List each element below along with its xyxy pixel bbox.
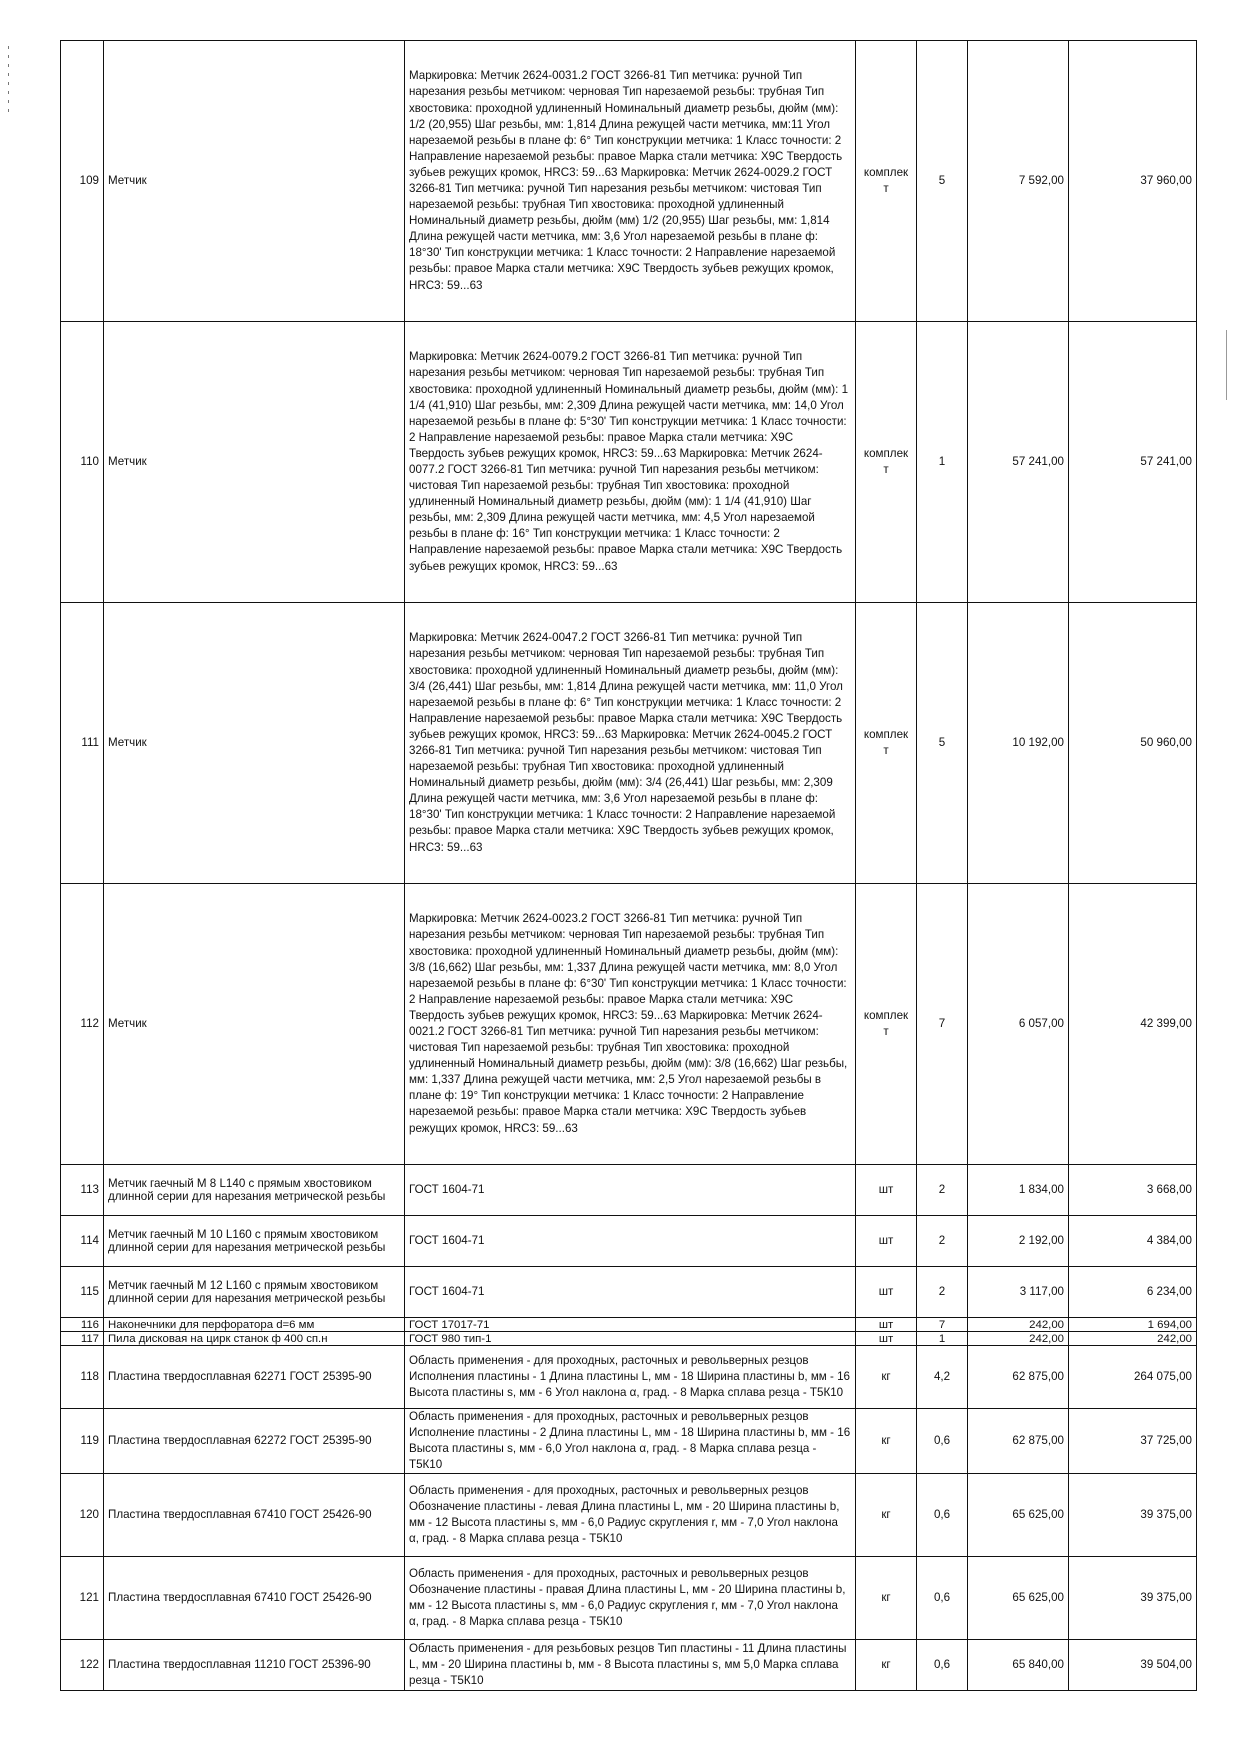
row-number: 109 <box>61 41 104 322</box>
item-price: 6 057,00 <box>968 884 1069 1165</box>
item-description: Область применения - для проходных, расточных и револьверных резцов Обозначение пластины - правая Длина пластины L, мм - 20 Ширина пластины b, мм - 12 Высота пластины s, мм - 6,0 Радиус скругления r, мм - 7,0 Угол наклона α, град. - 8 Марка сплава резца - Т5К10 <box>405 1557 856 1640</box>
item-description: Маркировка: Метчик 2624-0031.2 ГОСТ 3266-81 Тип метчика: ручной Тип нарезания резьбы метчиком: черновая Тип нарезаемой резьбы: трубная Тип хвостовика: проходной удлиненный Номинальный диаметр резьбы, дюйм (мм): 1/2 (20,955) Шаг резьбы, мм: 1,814 Длина режущей части метчика, мм:11 Угол нарезаемой резьбы в плане ф: 6° Тип конструкции метчика: 1 Класс точности: 2 Направление нарезаемой резьбы: правое Марка стали метчика: Х9С Твердость зубьев режущих кромок, HRC3: 59...63 Маркировка: Метчик 2624-0029.2 ГОСТ 3266-81 Тип метчика: ручной Тип нарезания резьбы метчиком: чистовая Тип нарезаемой резьбы: трубная Тип хвостовика: проходной удлиненный Номинальный диаметр резьбы, дюйм (мм) 1/2 (20,955) Шаг резьбы, мм: 1,814 Длина режущей части метчика, мм: 3,6 Угол нарезаемой резьбы в плане ф: 18°30' Тип конструкции метчика: 1 Класс точности: 2 Направление нарезаемой резьбы: правое Марка стали метчика: Х9С Твердость зубьев режущих кромок, HRC3: 59...63 <box>405 41 856 322</box>
item-price: 7 592,00 <box>968 41 1069 322</box>
item-description: ГОСТ 1604-71 <box>405 1165 856 1216</box>
item-name: Наконечники для перфоратора d=6 мм <box>104 1318 405 1332</box>
item-name: Пила дисковая на цирк станок ф 400 сп.н <box>104 1332 405 1346</box>
item-quantity: 7 <box>917 884 968 1165</box>
item-quantity: 0,6 <box>917 1474 968 1557</box>
item-quantity: 0,6 <box>917 1409 968 1474</box>
item-description: ГОСТ 1604-71 <box>405 1267 856 1318</box>
item-name: Метчик <box>104 322 405 603</box>
row-number: 115 <box>61 1267 104 1318</box>
item-unit: кг <box>856 1409 917 1474</box>
item-total: 242,00 <box>1069 1332 1197 1346</box>
item-quantity: 2 <box>917 1216 968 1267</box>
item-quantity: 4,2 <box>917 1346 968 1409</box>
item-price: 1 834,00 <box>968 1165 1069 1216</box>
item-total: 3 668,00 <box>1069 1165 1197 1216</box>
row-number: 116 <box>61 1318 104 1332</box>
item-description: ГОСТ 17017-71 <box>405 1318 856 1332</box>
item-description: Маркировка: Метчик 2624-0079.2 ГОСТ 3266-81 Тип метчика: ручной Тип нарезания резьбы метчиком: черновая Тип нарезаемой резьбы: трубная Тип хвостовика: проходной удлиненный Номинальный диаметр резьбы, дюйм (мм): 1 1/4 (41,910) Шаг резьбы, мм: 2,309 Длина режущей части метчика, мм: 14,0 Угол нарезаемой резьбы в плане ф: 5°30' Тип конструкции метчика: 1 Класс точности: 2 Направление нарезаемой резьбы: правое Марка стали метчика: Х9С Твердость зубьев режущих кромок, HRC3: 59...63 Маркировка: Метчик 2624-0077.2 ГОСТ 3266-81 Тип метчика: ручной Тип нарезания резьбы метчиком: чистовая Тип нарезаемой резьбы: трубная Тип хвостовика: проходной удлиненный Номинальный диаметр резьбы, дюйм (мм): 1 1/4 (41,910) Шаг резьбы, мм: 2,309 Длина режущей части метчика, мм: 4,5 Угол нарезаемой резьбы в плане ф: 16° Тип конструкции метчика: 1 Класс точности: 2 Направление нарезаемой резьбы: правое Марка стали метчика: Х9С Твердость зубьев режущих кромок, HRC3: 59...63 <box>405 322 856 603</box>
item-description: Область применения - для проходных, расточных и револьверных резцов Исполнения пластины - 1 Длина пластины L, мм - 18 Ширина пластины b, мм - 16 Высота пластины s, мм - 6 Угол наклона α, град. - 8 Марка сплава резца - Т5К10 <box>405 1346 856 1409</box>
item-price: 57 241,00 <box>968 322 1069 603</box>
item-name: Пластина твердосплавная 11210 ГОСТ 25396-90 <box>104 1640 405 1691</box>
item-unit: шт <box>856 1165 917 1216</box>
item-description: ГОСТ 1604-71 <box>405 1216 856 1267</box>
table-row <box>61 322 1197 603</box>
item-unit: комплек т <box>856 603 917 884</box>
row-number: 118 <box>61 1346 104 1409</box>
item-quantity: 0,6 <box>917 1640 968 1691</box>
item-total: 39 375,00 <box>1069 1474 1197 1557</box>
item-total: 39 504,00 <box>1069 1640 1197 1691</box>
item-price: 242,00 <box>968 1318 1069 1332</box>
row-number: 121 <box>61 1557 104 1640</box>
row-number: 114 <box>61 1216 104 1267</box>
item-quantity: 0,6 <box>917 1557 968 1640</box>
item-total: 264 075,00 <box>1069 1346 1197 1409</box>
item-description: Область применения - для проходных, расточных и револьверных резцов Исполнение пластины - 2 Длина пластины L, мм - 18 Ширина пластины b, мм - 16 Высота пластины s, мм - 6,0 Угол наклона α, град. - 8 Марка сплава резца - Т5К10 <box>405 1409 856 1474</box>
table-row <box>61 1165 1197 1216</box>
item-unit: шт <box>856 1318 917 1332</box>
table-row <box>61 1318 1197 1332</box>
item-unit: комплек т <box>856 884 917 1165</box>
row-number: 113 <box>61 1165 104 1216</box>
item-name: Пластина твердосплавная 67410 ГОСТ 25426-90 <box>104 1557 405 1640</box>
table-row <box>61 1346 1197 1409</box>
table-row <box>61 1409 1197 1474</box>
row-number: 112 <box>61 884 104 1165</box>
item-name: Пластина твердосплавная 67410 ГОСТ 25426-90 <box>104 1474 405 1557</box>
item-quantity: 5 <box>917 603 968 884</box>
item-price: 3 117,00 <box>968 1267 1069 1318</box>
scan-margin-marks <box>6 40 12 140</box>
item-quantity: 7 <box>917 1318 968 1332</box>
item-unit: комплек т <box>856 41 917 322</box>
item-unit: кг <box>856 1557 917 1640</box>
item-price: 65 625,00 <box>968 1474 1069 1557</box>
scan-edge-mark <box>1226 330 1227 400</box>
item-price: 10 192,00 <box>968 603 1069 884</box>
item-price: 242,00 <box>968 1332 1069 1346</box>
table-row <box>61 884 1197 1165</box>
item-description: Маркировка: Метчик 2624-0047.2 ГОСТ 3266-81 Тип метчика: ручной Тип нарезания резьбы метчиком: черновая Тип нарезаемой резьбы: трубная Тип хвостовика: проходной удлиненный Номинальный диаметр резьбы, дюйм (мм): 3/4 (26,441) Шаг резьбы, мм: 1,814 Длина режущей части метчика, мм: 11,0 Угол нарезаемой резьбы в плане ф: 6° Тип конструкции метчика: 1 Класс точности: 2 Направление нарезаемой резьбы: правое Марка стали метчика: Х9С Твердость зубьев режущих кромок, HRC3: 59...63 Маркировка: Метчик 2624-0045.2 ГОСТ 3266-81 Тип метчика: ручной Тип нарезания резьбы метчиком: чистовая Тип нарезаемой резьбы: трубная Тип хвостовика: проходной удлиненный Номинальный диаметр резьбы, дюйм (мм): 3/4 (26,441) Шаг резьбы, мм: 2,309 Длина режущей части метчика, мм: 3,6 Угол нарезаемой резьбы в плане ф: 18°30' Тип конструкции метчика: 1 Класс точности: 2 Направление нарезаемой резьбы: правое Марка стали метчика: Х9С Твердость зубьев режущих кромок, HRC3: 59...63 <box>405 603 856 884</box>
item-price: 62 875,00 <box>968 1346 1069 1409</box>
table-row <box>61 1557 1197 1640</box>
item-total: 4 384,00 <box>1069 1216 1197 1267</box>
item-name: Метчик <box>104 603 405 884</box>
item-total: 42 399,00 <box>1069 884 1197 1165</box>
table-row <box>61 1216 1197 1267</box>
item-unit: шт <box>856 1267 917 1318</box>
item-name: Метчик <box>104 41 405 322</box>
item-name: Метчик гаечный М 8 L140 с прямым хвостовиком длинной серии для нарезания метрической резьбы <box>104 1165 405 1216</box>
row-number: 110 <box>61 322 104 603</box>
item-quantity: 1 <box>917 322 968 603</box>
item-quantity: 5 <box>917 41 968 322</box>
item-quantity: 1 <box>917 1332 968 1346</box>
item-total: 6 234,00 <box>1069 1267 1197 1318</box>
row-number: 117 <box>61 1332 104 1346</box>
table-row <box>61 603 1197 884</box>
item-name: Пластина твердосплавная 62272 ГОСТ 25395-90 <box>104 1409 405 1474</box>
item-price: 65 840,00 <box>968 1640 1069 1691</box>
item-description: ГОСТ 980 тип-1 <box>405 1332 856 1346</box>
item-name: Метчик гаечный М 12 L160 с прямым хвостовиком длинной серии для нарезания метрической резьбы <box>104 1267 405 1318</box>
table-row <box>61 1640 1197 1691</box>
item-description: Область применения - для резьбовых резцов Тип пластины - 11 Длина пластины L, мм - 20 Ширина пластины b, мм - 8 Высота пластины s, мм 5,0 Марка сплава резца - Т5К10 <box>405 1640 856 1691</box>
item-price: 62 875,00 <box>968 1409 1069 1474</box>
item-total: 37 960,00 <box>1069 41 1197 322</box>
item-unit: комплек т <box>856 322 917 603</box>
item-unit: шт <box>856 1216 917 1267</box>
item-name: Метчик гаечный М 10 L160 с прямым хвостовиком длинной серии для нарезания метрической резьбы <box>104 1216 405 1267</box>
row-number: 120 <box>61 1474 104 1557</box>
specification-table <box>60 40 1197 1691</box>
item-quantity: 2 <box>917 1267 968 1318</box>
item-quantity: 2 <box>917 1165 968 1216</box>
item-unit: кг <box>856 1640 917 1691</box>
table-row <box>61 1332 1197 1346</box>
item-total: 57 241,00 <box>1069 322 1197 603</box>
item-name: Метчик <box>104 884 405 1165</box>
row-number: 119 <box>61 1409 104 1474</box>
item-total: 50 960,00 <box>1069 603 1197 884</box>
item-total: 39 375,00 <box>1069 1557 1197 1640</box>
item-total: 1 694,00 <box>1069 1318 1197 1332</box>
table-row <box>61 1267 1197 1318</box>
item-name: Пластина твердосплавная 62271 ГОСТ 25395-90 <box>104 1346 405 1409</box>
item-unit: кг <box>856 1346 917 1409</box>
table-row <box>61 1474 1197 1557</box>
item-unit: шт <box>856 1332 917 1346</box>
item-unit: кг <box>856 1474 917 1557</box>
item-total: 37 725,00 <box>1069 1409 1197 1474</box>
item-price: 65 625,00 <box>968 1557 1069 1640</box>
item-description: Область применения - для проходных, расточных и револьверных резцов Обозначение пластины - левая Длина пластины L, мм - 20 Ширина пластины b, мм - 12 Высота пластины s, мм - 6,0 Радиус скругления r, мм - 7,0 Угол наклона α, град. - 8 Марка сплава резца - Т5К10 <box>405 1474 856 1557</box>
table-row <box>61 41 1197 322</box>
row-number: 111 <box>61 603 104 884</box>
row-number: 122 <box>61 1640 104 1691</box>
item-description: Маркировка: Метчик 2624-0023.2 ГОСТ 3266-81 Тип метчика: ручной Тип нарезания резьбы метчиком: черновая Тип нарезаемой резьбы: трубная Тип хвостовика: проходной удлиненный Номинальный диаметр резьбы, дюйм (мм): 3/8 (16,662) Шаг резьбы, мм: 1,337 Длина режущей части метчика, мм: 8,0 Угол нарезаемой резьбы в плане ф: 6°30' Тип конструкции метчика: 1 Класс точности: 2 Направление нарезаемой резьбы: правое Марка стали метчика: Х9С Твердость зубьев режущих кромок, HRC3: 59...63 Маркировка: Метчик 2624-0021.2 ГОСТ 3266-81 Тип метчика: ручной Тип нарезания резьбы метчиком: чистовая Тип нарезаемой резьбы: трубная Тип хвостовика: проходной удлиненный Номинальный диаметр резьбы, дюйм (мм): 3/8 (16,662) Шаг резьбы, мм: 1,337 Длина режущей части метчика, мм: 2,5 Угол нарезаемой резьбы в плане ф: 19° Тип конструкции метчика: 1 Класс точности: 2 Направление нарезаемой резьбы: правое Марка стали метчика: Х9С Твердость зубьев режущих кромок, HRC3: 59...63 <box>405 884 856 1165</box>
item-price: 2 192,00 <box>968 1216 1069 1267</box>
